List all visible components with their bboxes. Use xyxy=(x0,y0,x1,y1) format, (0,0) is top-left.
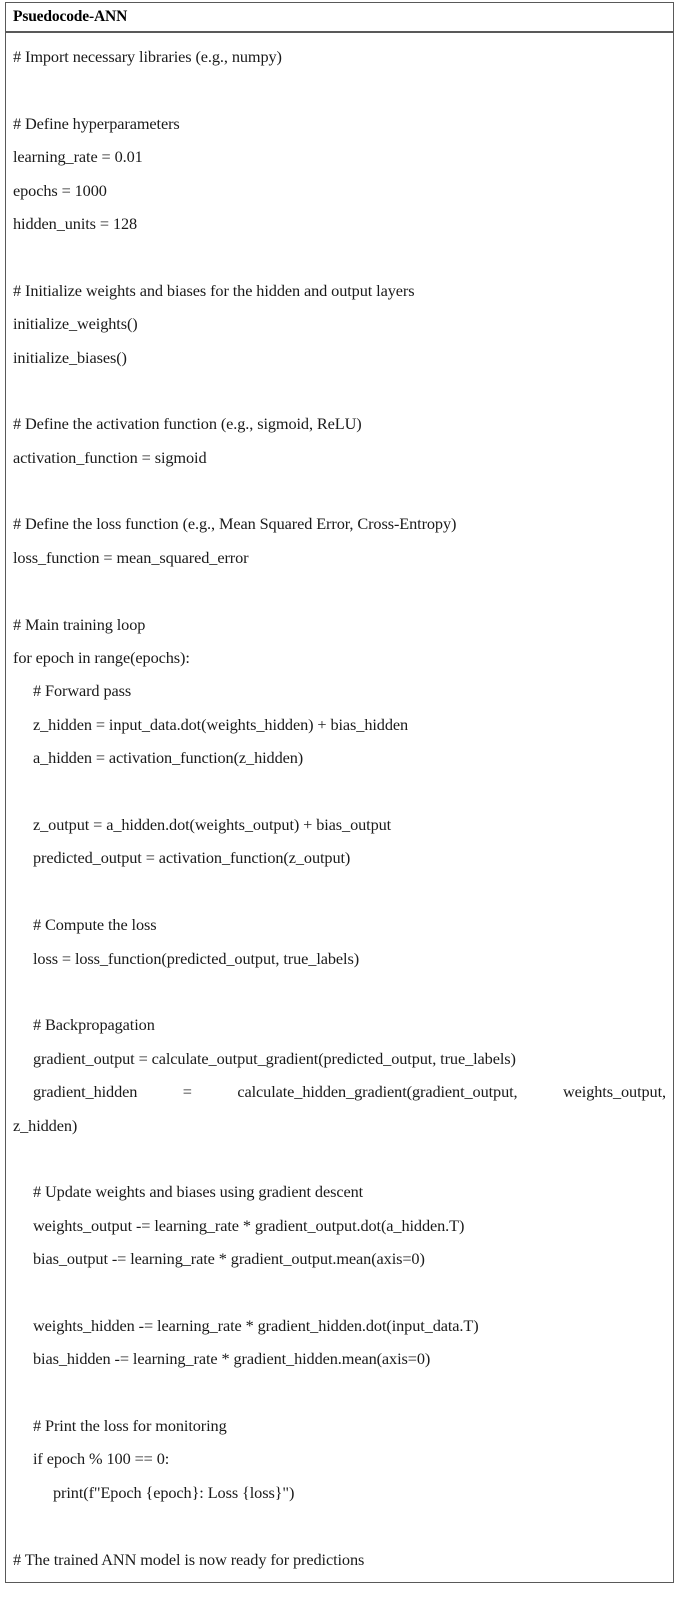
code-blank-line xyxy=(13,775,666,808)
code-line: bias_output -= learning_rate * gradient_output.mean(axis=0) xyxy=(33,1249,425,1269)
code-blank-line xyxy=(13,240,666,273)
code-blank-line xyxy=(13,374,666,407)
code-line: loss_function = mean_squared_error xyxy=(13,547,249,567)
code-line: initialize_biases() xyxy=(13,347,127,367)
code-line: # Main training loop xyxy=(13,614,146,634)
code-line: # Backpropagation xyxy=(33,1015,155,1035)
code-line: for epoch in range(epochs): xyxy=(13,648,190,668)
code-line-wrapped xyxy=(13,1075,666,1142)
code-line: weights_hidden -= learning_rate * gradient_hidden.dot(input_data.T) xyxy=(33,1315,479,1335)
code-line: # Compute the loss xyxy=(33,915,157,935)
code-line: epochs = 1000 xyxy=(13,180,107,200)
table-header-title: Psuedocode-ANN xyxy=(13,8,128,25)
code-blank-line xyxy=(13,474,666,507)
code-blank-line xyxy=(13,1376,666,1409)
code-line: bias_hidden -= learning_rate * gradient_hidden.mean(axis=0) xyxy=(33,1349,431,1369)
code-blank-line xyxy=(13,73,666,106)
code-blank-line xyxy=(13,1509,666,1542)
code-line: weights_output -= learning_rate * gradient_output.dot(a_hidden.T) xyxy=(33,1215,465,1235)
code-line: # Initialize weights and biases for the hidden and output layers xyxy=(13,280,415,300)
code-line: learning_rate = 0.01 xyxy=(13,147,143,167)
code-line: z_output = a_hidden.dot(weights_output) + bias_output xyxy=(33,814,392,834)
code-line: activation_function = sigmoid xyxy=(13,447,207,467)
code-blank-line xyxy=(13,1275,666,1308)
code-line: a_hidden = activation_function(z_hidden) xyxy=(33,748,304,768)
code-line-wrapped-part-2: z_hidden) xyxy=(13,1115,78,1135)
code-line: # Define the activation function (e.g., sigmoid, ReLU) xyxy=(13,414,362,434)
code-line: if epoch % 100 == 0: xyxy=(33,1449,170,1469)
code-line: initialize_weights() xyxy=(13,314,138,334)
code-line: hidden_units = 128 xyxy=(13,213,138,233)
pseudocode-body xyxy=(6,33,673,1582)
code-line: # The trained ANN model is now ready for predictions xyxy=(13,1549,365,1569)
code-line: z_hidden = input_data.dot(weights_hidden) + bias_hidden xyxy=(33,714,409,734)
code-blank-line xyxy=(13,1142,666,1175)
code-blank-line xyxy=(13,975,666,1008)
code-line: # Import necessary libraries (e.g., numpy) xyxy=(13,47,282,66)
code-blank-line xyxy=(13,574,666,607)
code-line: loss = loss_function(predicted_output, true_labels) xyxy=(33,948,360,968)
table-header-row xyxy=(6,3,673,33)
code-line: predicted_output = activation_function(z_output) xyxy=(33,848,351,868)
code-line: # Define hyperparameters xyxy=(13,113,180,133)
code-line: # Print the loss for monitoring xyxy=(33,1416,227,1436)
code-line: print(f"Epoch {epoch}: Loss {loss}") xyxy=(53,1482,295,1502)
code-line: gradient_output = calculate_output_gradient(predicted_output, true_labels) xyxy=(33,1048,516,1068)
code-line: # Forward pass xyxy=(33,681,132,701)
code-blank-line xyxy=(13,875,666,908)
pseudocode-table xyxy=(5,2,674,1583)
code-line: # Update weights and biases using gradient descent xyxy=(33,1182,364,1202)
code-line: # Define the loss function (e.g., Mean Squared Error, Cross-Entropy) xyxy=(13,514,457,534)
code-line-wrapped-part-1: gradient_hidden = calculate_hidden_gradient(gradient_output, weights_output, xyxy=(33,1082,666,1102)
